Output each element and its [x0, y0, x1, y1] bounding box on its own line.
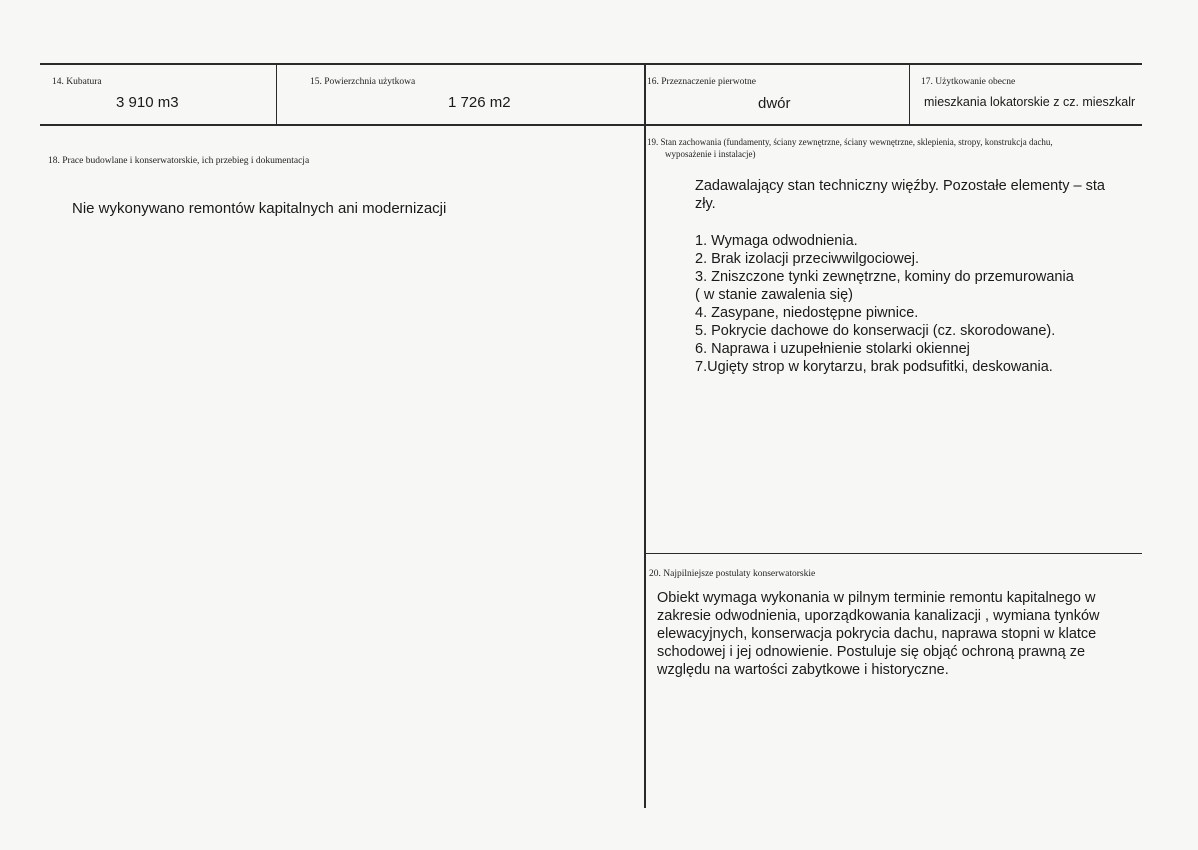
row-divider — [40, 124, 1142, 126]
field-19-intro-line1: Zadawalający stan techniczny więźby. Pozostałe elementy – sta — [695, 178, 1105, 194]
vdivider-main — [644, 63, 646, 808]
defect-item: 4. Zasypane, niedostępne piwnice. — [695, 305, 919, 321]
field-14-label: 14. Kubatura — [52, 77, 102, 87]
defect-item: 6. Naprawa i uzupełnienie stolarki okiennej — [695, 341, 970, 357]
field-15-value: 1 726 m2 — [448, 94, 511, 111]
defect-item: 3. Zniszczone tynki zewnętrzne, kominy do przemurowania — [695, 269, 1074, 285]
field-18-text: Nie wykonywano remontów kapitalnych ani modernizacji — [72, 200, 447, 217]
field-19-label-line1: 19. Stan zachowania (fundamenty, ściany zewnętrzne, ściany wewnętrzne, sklepienia, stropy, konstrukcja dachu, — [647, 137, 1053, 147]
field-20-line: schodowej i jej odnowienie. Postuluje się objąć ochroną prawną ze — [657, 644, 1086, 660]
field-18-label: 18. Prace budowlane i konserwatorskie, ich przebieg i dokumentacja — [48, 156, 310, 166]
field-20-line: elewacyjnych, konserwacja pokrycia dachu, naprawa stopni w klatce — [657, 626, 1097, 642]
vdivider-14-15 — [276, 63, 277, 125]
field-14-value: 3 910 m3 — [116, 94, 179, 111]
top-border — [40, 63, 1142, 65]
field-19-label-line2: wyposażenie i instalacje) — [665, 149, 756, 159]
field-19-intro-line2: zły. — [695, 196, 716, 212]
field-20-line: względu na wartości zabytkowe i historyczne. — [657, 662, 949, 678]
field-19-intro — [695, 177, 1142, 213]
defect-item: 7.Ugięty strop w korytarzu, brak podsufitki, deskowania. — [695, 359, 1053, 375]
field-20-label: 20. Najpilniejsze postulaty konserwatorskie — [649, 569, 816, 579]
field-17-label: 17. Użytkowanie obecne — [921, 77, 1016, 87]
defect-item: 5. Pokrycie dachowe do konserwacji (cz. skorodowane). — [695, 323, 1056, 339]
defect-item: 1. Wymaga odwodnienia. — [695, 233, 858, 249]
defect-item-continuation: ( w stanie zawalenia się) — [695, 287, 853, 303]
defect-item: 2. Brak izolacji przeciwwilgociowej. — [695, 251, 920, 267]
field-16-value: dwór — [758, 95, 791, 112]
field-16-label: 16. Przeznaczenie pierwotne — [647, 77, 756, 87]
divider-19-20 — [645, 553, 1142, 554]
field-20-line: Obiekt wymaga wykonania w pilnym terminie remontu kapitalnego w — [657, 590, 1096, 606]
field-20-text — [657, 589, 1142, 679]
field-19-defect-list — [695, 232, 1142, 376]
vdivider-16-17 — [909, 63, 910, 125]
field-20-line: zakresie odwodnienia, uporządkowania kanalizacji , wymiana tynków — [657, 608, 1100, 624]
field-17-value: mieszkania lokatorskie z cz. mieszkalr — [924, 95, 1136, 109]
field-15-label: 15. Powierzchnia użytkowa — [310, 77, 416, 87]
